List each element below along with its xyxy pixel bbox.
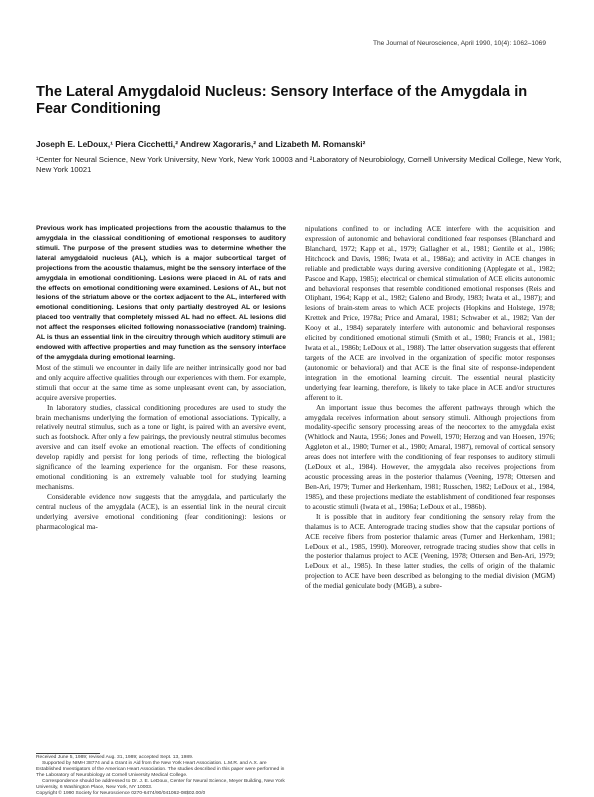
article-title: The Lateral Amygdaloid Nucleus: Sensory Interface of the Amygdala in Fear Conditioning bbox=[36, 84, 528, 117]
author-list: Joseph E. LeDoux,¹ Piera Cicchetti,² Andrew Xagoraris,² and Lizabeth M. Romanski² bbox=[36, 139, 366, 149]
footnote-copyright: Copyright © 1990 Society for Neuroscience 0270-6474/90/041062-08$02.00/0 bbox=[36, 791, 206, 796]
running-head: The Journal of Neuroscience, April 1990, 10(4): 1062–1069 bbox=[372, 40, 546, 47]
footnotes bbox=[36, 755, 288, 796]
body-paragraph: Considerable evidence now suggests that the amygdala, and particularly the central nucleus of the amygdala (ACE), is an essential link in the neural circuit underlying aversive emotional conditioning (fear conditioning): lesions or pharmacological ma- bbox=[36, 491, 286, 531]
footnote-correspondence: Correspondence should be addressed to Dr. J. E. LeDoux, Center for Neural Science, Meyer Building, New York University, 6 Washington Place, New York, NY 10003. bbox=[36, 779, 285, 790]
left-column bbox=[36, 224, 286, 744]
body-paragraph: It is possible that in auditory fear conditioning the sensory relay from the thalamus is to ACE. Anterograde tracing studies show that the capsular portions of ACE receive fibers from posterior thalamic areas (Turner and Herkenham, 1981; LeDoux et al., 1985, 1990). Moreover, retrograde tracing studies show that cells in the posterior thalamus project to ACE (Veening, 1978; Ottersen and Ben-Ari, 1979; LeDoux et al., 1985). In these latter studies, the cells of origin of the thalamic projection to ACE have been described as belonging to the medial division (MGM) of the medial geniculate body (MGB), a subre- bbox=[305, 511, 555, 591]
footnote-rule bbox=[36, 753, 100, 754]
body-paragraph: In laboratory studies, classical conditioning procedures are used to study the brain mechanisms underlying the formation of emotional associations. Typically, a relatively neutral stimulus, such as a tone or light, is paired with an aversive event, such as footshock. After only a few pairings, the previously neutral stimulus becomes aversive and can itself evoke an emotional reaction. The effects of conditioning develop rapidly and persist for long periods of time, reflecting the biological significance of the learning experience for the organism. For these reasons, emotional conditioning is an extremely valuable tool for studying learning mechanisms. bbox=[36, 402, 286, 491]
body-paragraph: nipulations confined to or including ACE interfere with the acquisition and expression of autonomic and behavioral conditioned fear responses (Blanchard and Blanchard, 1972; Kapp et al., 1979; Gallagher et al., 1981; Gentile et al., 1986; Hitchcock and Davis, 1986; Iwata et al., 1986a); and activity in ACE changes in reliable and predictable ways during aversive conditioning (Applegate et al., 1982; Pascoe and Kapp, 1985); electrical or chemical stimulation of ACE elicits autonomic and behavioral responses that resemble conditioned emotional responses (Reis and Oliphant, 1964; Kapp et al., 1982; Galeno and Brody, 1983; Iwata et al., 1987); and lesions of brain-stem areas to which ACE projects (Hopkins and Holstege, 1978; Krettek and Price, 1978a; Price and Amaral, 1981; Schwaber et al., 1982; Van der Kooy et al., 1984) separately interfere with autonomic and behavioral responses elicited by conditioned emotional stimuli (Smith et al., 1980; Francis et al., 1981; Iwata et al., 1986b; LeDoux et al., 1988). The latter observation suggests that efferent targets of the ACE are involved in the organization of specific motor responses (autonomic or behavioral) and that ACE is the final site of response-independent integration in the emotional learning circuit. The essential neural plasticity underlying fear learning, therefore, is likely to take place in ACE and/or structures afferent to it. bbox=[305, 224, 555, 402]
abstract: Previous work has implicated projections from the acoustic thalamus to the amygdala in the classical conditioning of emotional responses to auditory stimuli. The purpose of the present studies was to determine whether the lateral amygdaloid nucleus (AL), which is a major subcortical target of projections from the acoustic thalamus, might be the sensory interface of the amygdala in emotional conditioning. Lesions were placed in AL of rats and the effects on emotional conditioning were examined. Lesions of AL, but not lesions of the striatum above or the cortex adjacent to the AL, interfered with emotional conditioning. Lesions that only partially destroyed AL or lesions placed too ventrally that completely missed AL had no effect. AL lesions did not affect the responses elicited following nonassociative (random) training. AL is thus an essential link in the circuitry through which auditory stimuli are endowed with affective properties and may function as the sensory interface of the amygdala during emotional learning. bbox=[36, 225, 286, 361]
footnote-support: Supported by NIMH 38774 and a Grant in Aid from the New York Heart Association. L.M.R. and A.X. are Established Investigators of the American Heart Association. The studies described in this paper were performed in The Laboratory of Neurobiology at Cornell University Medical College. bbox=[36, 761, 285, 778]
author-affiliations: ¹Center for Neural Science, New York University, New York, New York 10003 and ²Laboratory of Neurobiology, Cornell University Medical College, New York, New York 10021 bbox=[36, 155, 562, 174]
body-paragraph: Most of the stimuli we encounter in daily life are neither intrinsically good nor bad and only acquire affective qualities through our experiences with them. For example, stimuli that occur at the same time as some unpleasant event can, by association, acquire aversive properties. bbox=[36, 362, 286, 402]
footnote-received: Received June 5, 1989; revised Aug. 31, 1989; accepted Sept. 13, 1989. bbox=[36, 755, 194, 760]
right-column bbox=[305, 224, 555, 764]
body-paragraph: An important issue thus becomes the afferent pathways through which the amygdala receives information about sensory stimuli. Although projections from modality-specific sensory processing areas of the neocortex to the amygdala exist (Whitlock and Nauta, 1956; Jones and Powell, 1970; Herzog and van Hoesen, 1976; Aggleton et al., 1980; Turner et al., 1980; Amaral, 1987), removal of cortical sensory areas does not interfere with the conditioning of fear responses to auditory stimuli (LeDoux et al., 1984). However, the amygdala also receives projections from acoustic processing areas in the posterior thalamus (Veening, 1978; Ottersen and Ben-Ari, 1979; Turner and Herkenham, 1981; Russchen, 1982; LeDoux et al., 1984, 1985), and these projections mediate the establishment of conditioned fear responses to acoustic stimuli (Iwata et al., 1986a; LeDoux et al., 1986b). bbox=[305, 402, 555, 511]
